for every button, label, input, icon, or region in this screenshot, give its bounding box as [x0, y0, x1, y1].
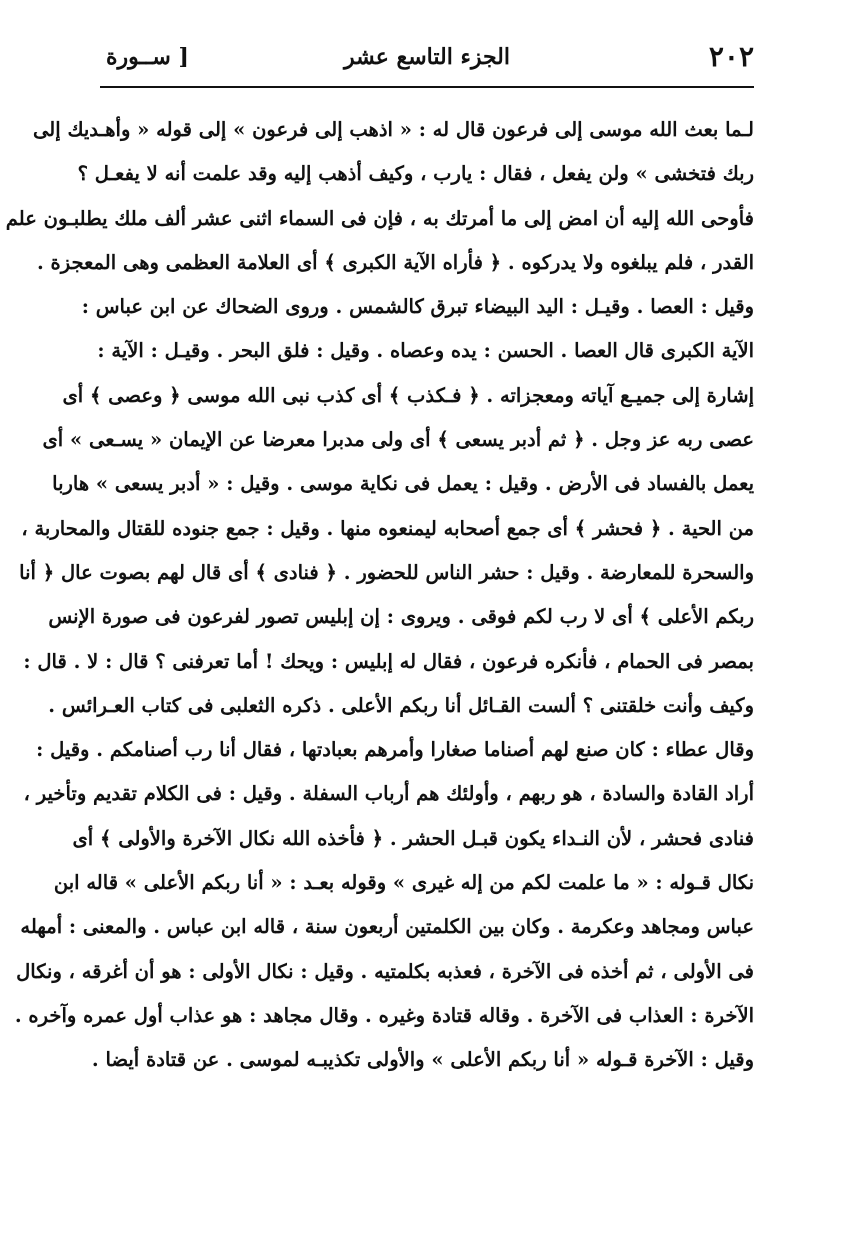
- text-line: فنادى فحشر ، لأن النـداء يكون قبـل الحشر . ﴿ فأخذه الله نكال الآخرة والأولى ﴾ أى: [72, 826, 754, 850]
- text-line: ربكم الأعلى ﴾ أى لا رب لكم فوقى . ويروى : إن إبليس تصور لفرعون فى صورة الإنس: [48, 605, 754, 629]
- header-divider: [100, 86, 754, 88]
- text-line: وقال عطاء : كان صنع لهم أصناما صغارا وأمرهم بعبادتها ، فقال أنا رب أصنامكم . وقيل :: [36, 738, 754, 762]
- running-header: [100, 38, 754, 88]
- text-line: الآخرة : العذاب فى الآخرة . وقاله قتادة وغيره . وقال مجاهد : هو عذاب أول عمره وآخره .: [14, 1003, 754, 1027]
- text-line: وقيل : العصا . وقيـل : اليد البيضاء تبرق كالشمس . وروى الضحاك عن ابن عباس :: [81, 295, 754, 319]
- body-text: [5, 108, 754, 1083]
- header-surah-label: [ ســورة: [106, 44, 189, 70]
- text-line: يعمل بالفساد فى الأرض . وقيل : يعمل فى نكاية موسى . وقيل : « أدبر يسعى » هاربا: [52, 472, 754, 496]
- text-line: من الحية . ﴿ فحشر ﴾ أى جمع أصحابه ليمنعوه منها . وقيل : جمع جنوده للقتال والمحاربة ،: [21, 516, 754, 540]
- text-line: بمصر فى الحمام ، فأنكره فرعون ، فقال له إبليس : ويحك ! أما تعرفنى ؟ قال : لا . قال :: [23, 649, 754, 673]
- header-title: الجزء التاسع عشر: [343, 44, 510, 70]
- text-line: عباس ومجاهد وعكرمة . وكان بين الكلمتين أربعون سنة ، قاله ابن عباس . والمعنى : أمهله: [20, 915, 754, 939]
- text-line: ربك فتخشى » ولن يفعل ، فقال : يارب ، وكيف أذهب إليه وقد علمت أنه لا يفعـل ؟: [77, 162, 754, 186]
- text-line: فأوحى الله إليه أن امض إلى ما أمرتك به ، فإن فى السماء اثنى عشر ألف ملك يطلبـون علم: [5, 206, 754, 230]
- text-line: نكال قـوله : « ما علمت لكم من إله غيرى » وقوله بعـد : « أنا ربكم الأعلى » قاله ابن: [53, 871, 754, 895]
- text-line: عصى ربه عز وجل . ﴿ ثم أدبر يسعى ﴾ أى ولى مدبرا معرضا عن الإيمان « يسـعى » أى: [42, 428, 754, 452]
- text-line: القدر ، فلم يبلغوه ولا يدركوه . ﴿ فأراه الآية الكبرى ﴾ أى العلامة العظمى وهى المعجزة .: [36, 250, 754, 274]
- text-line: إشارة إلى جميـع آياته ومعجزاته . ﴿ فـكذب ﴾ أى كذب نبى الله موسى ﴿ وعصى ﴾ أى: [62, 383, 754, 407]
- text-line: وقيل : الآخرة قـوله « أنا ربكم الأعلى » والأولى تكذيبـه لموسى . عن قتادة أيضا .: [91, 1048, 754, 1072]
- text-line: والسحرة للمعارضة . وقيل : حشر الناس للحضور . ﴿ فنادى ﴾ أى قال لهم بصوت عال ﴿ أنا: [19, 560, 754, 584]
- page-number: ٢٠٢: [708, 40, 754, 73]
- text-line: أراد القادة والسادة ، هو ربهم ، وأولئك هم أرباب السفلة . وقيل : فى الكلام تقديم وتأخير ،: [23, 782, 754, 806]
- text-line: وكيف وأنت خلقتنى ؟ ألست القـائل أنا ربكم الأعلى . ذكره الثعلبى فى كتاب العـرائس .: [48, 693, 754, 717]
- text-line: لـما بعث الله موسى إلى فرعون قال له : « اذهب إلى فرعون » إلى قوله « وأهـديك إلى: [33, 118, 754, 141]
- text-line: الآية الكبرى قال العصا . الحسن : يده وعصاه . وقيل : فلق البحر . وقيـل : الآية :: [97, 339, 754, 363]
- text-line: فى الأولى ، ثم أخذه فى الآخرة ، فعذبه بكلمتيه . وقيل : نكال الأولى : هو أن أغرقه ، ونكال: [16, 959, 754, 983]
